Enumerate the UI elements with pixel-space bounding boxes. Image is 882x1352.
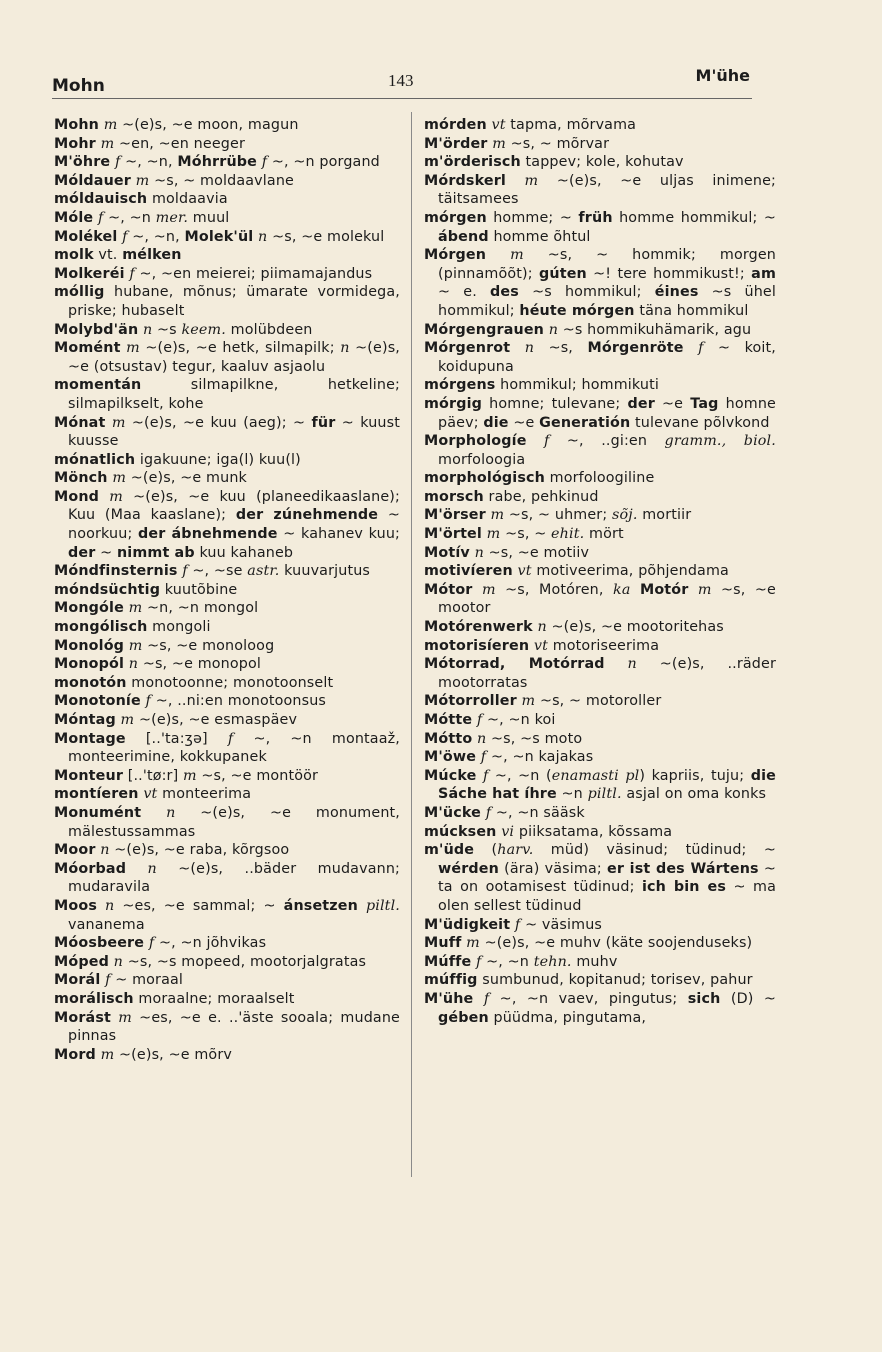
dictionary-entry: Morphologíe f ~, ..gi:en gramm., biol. morfoloogia — [424, 433, 776, 468]
page-number: 143 — [388, 71, 414, 90]
dictionary-entry: Mohr m ~en, ~en neeger — [54, 135, 245, 152]
dictionary-entry: Mótorroller m ~s, ~ motoroller — [424, 693, 662, 710]
dictionary-entry: motivíeren vt motiveerima, põhjendama — [424, 563, 729, 580]
dictionary-entry: Molybd'än n ~s keem. molübdeen — [54, 321, 313, 338]
left-column — [54, 116, 400, 1064]
dictionary-entry: mónatlich igakuune; iga(l) kuu(l) — [54, 451, 301, 468]
dictionary-entry: motorisíeren vt motoriseerima — [424, 637, 660, 654]
dictionary-entry: Monotoníe f ~, ..ni:en monotoonsus — [54, 693, 327, 710]
dictionary-entry: Mórgen m ~s, ~ hommik; morgen (pinnamõõt); gúten ~! tere hommikust!; am ~ e. des ~s hommikul; éines ~s ühel hommikul; héute mórgen täna hommikul — [424, 247, 776, 319]
dictionary-entry: Móosbeere f ~, ~n jõhvikas — [54, 935, 267, 952]
dictionary-entry: Monopól n ~s, ~e monopol — [54, 656, 262, 673]
dictionary-entry: Mótor m ~s, Motóren, ka Motór m ~s, ~e mootor — [424, 581, 776, 617]
header-last-word: M'ühe — [695, 66, 750, 85]
dictionary-entry: M'öwe f ~, ~n kajakas — [424, 749, 594, 766]
dictionary-entry: Motív n ~s, ~e motiiv — [424, 544, 590, 561]
dictionary-entry: Móped n ~s, ~s mopeed, mootorjalgratas — [54, 953, 367, 970]
dictionary-entry: Mórgengrauen n ~s hommikuhämarik, agu — [424, 321, 752, 338]
dictionary-entry: monotón monotoonne; monotoonselt — [54, 674, 334, 691]
dictionary-entry: M'ühe f ~, ~n vaev, pingutus; sich (D) ~ gében püüdma, pingutama, — [424, 990, 776, 1026]
dictionary-entry: Mohn m ~(e)s, ~e moon, magun — [54, 117, 299, 133]
dictionary-entry: molk vt. mélken — [54, 247, 182, 264]
header-first-word: Mohn — [52, 76, 105, 96]
dictionary-entry: Montage [..'ta:ʒə] f ~, ~n montaaž, monteerimine, kokkupanek — [54, 730, 400, 766]
dictionary-entry: Morál f ~ moraal — [54, 972, 184, 989]
dictionary-entry: Móntag m ~(e)s, ~e esmaspäev — [54, 712, 298, 728]
dictionary-entry: Mönch m ~(e)s, ~e munk — [54, 470, 247, 487]
dictionary-entry: Monteur [..'tø:r] m ~s, ~e montöör — [54, 767, 319, 784]
dictionary-entry: Molkeréi f ~, ~en meierei; piimamajandus — [54, 265, 373, 282]
dictionary-entry: Móndfinsternis f ~, ~se astr. kuuvarjutus — [54, 563, 371, 580]
dictionary-entry: Mord m ~(e)s, ~e mõrv — [54, 1046, 232, 1063]
dictionary-entry: Mótorrad, Motórrad n ~(e)s, ..räder mootorratas — [424, 656, 776, 691]
dictionary-entry: M'öhre f ~, ~n, Móhrrübe f ~, ~n porgand — [54, 154, 380, 171]
dictionary-entry: Móle f ~, ~n mer. muul — [54, 209, 230, 226]
dictionary-entry: móllig hubane, mõnus; ümarate vormidega, priske; hubaselt — [54, 284, 400, 319]
dictionary-entry: mongólisch mongoli — [54, 619, 211, 636]
dictionary-entry: Motórenwerk n ~(e)s, ~e mootoritehas — [424, 619, 724, 636]
dictionary-entry: Mónat m ~(e)s, ~e kuu (aeg); ~ für ~ kuust kuusse — [54, 414, 400, 450]
dictionary-entry: Moos n ~es, ~e sammal; ~ ánsetzen piltl. vananema — [54, 897, 400, 933]
dictionary-entry: Múcke f ~, ~n (enamasti pl) kapriis, tuju; die Sáche hat íhre ~n piltl. asjal on oma konks — [424, 767, 776, 803]
dictionary-entry: Mórdskerl m ~(e)s, ~e uljas inimene; täitsamees — [424, 172, 776, 208]
dictionary-entry: mórden vt tapma, mõrvama — [424, 117, 637, 133]
dictionary-entry: momentán silmapilkne, hetkeline; silmapilkselt, kohe — [54, 377, 400, 412]
dictionary-entry: Múffe f ~, ~n tehn. muhv — [424, 953, 618, 970]
dictionary-entry: Morást m ~es, ~e e. ..'äste sooala; mudane pinnas — [54, 1009, 400, 1045]
dictionary-entry: montíeren vt monteerima — [54, 786, 252, 803]
dictionary-entry: mórgen homme; ~ früh homme hommikul; ~ ábend homme õhtul — [424, 209, 776, 245]
dictionary-entry: Mótte f ~, ~n koi — [424, 712, 556, 728]
dictionary-entry: móndsüchtig kuutõbine — [54, 581, 238, 598]
dictionary-entry: M'örser m ~s, ~ uhmer; sõj. mortiir — [424, 507, 692, 524]
dictionary-entry: múffig sumbunud, kopitanud; torisev, pahur — [424, 972, 753, 989]
dictionary-entry: Móldauer m ~s, ~ moldaavlane — [54, 172, 294, 189]
dictionary-entry: Mongóle m ~n, ~n mongol — [54, 600, 259, 617]
dictionary-entry: mórgig homne; tulevane; der ~e Tag homne päev; die ~e Generatión tulevane põlvkond — [424, 395, 776, 431]
dictionary-entry: Móorbad n ~(e)s, ..bäder mudavann; mudaravila — [54, 860, 400, 896]
dictionary-entry: M'örtel m ~s, ~ ehit. mört — [424, 526, 624, 543]
dictionary-entry: múcksen vi piiksatama, kõssama — [424, 823, 673, 840]
dictionary-entry: mórgens hommikul; hommikuti — [424, 377, 659, 394]
dictionary-entry: morálisch moraalne; moraalselt — [54, 990, 295, 1007]
dictionary-entry: Mórgenrot n ~s, Mórgenröte f ~ koit, koidupuna — [424, 340, 777, 375]
dictionary-entry: móldauisch moldaavia — [54, 191, 228, 208]
column-divider — [411, 112, 412, 1177]
dictionary-entry: Muff m ~(e)s, ~e muhv (käte soojenduseks) — [424, 935, 753, 952]
dictionary-entry: morsch rabe, pehkinud — [424, 488, 599, 505]
dictionary-entry: Mótto n ~s, ~s moto — [424, 730, 583, 747]
dictionary-entry: m'üde (harv. müd) väsinud; tüdinud; ~ wérden (ära) väsima; er ist des Wártens ~ ta on ootamisest tüdinud; ich bin es ~ ma olen sellest tüdinud — [424, 842, 776, 914]
dictionary-entry: M'örder m ~s, ~ mõrvar — [424, 135, 610, 152]
dictionary-entry: Molékel f ~, ~n, Molek'ül n ~s, ~e molekul — [54, 228, 385, 245]
right-column — [424, 116, 776, 1027]
dictionary-entry: Moor n ~(e)s, ~e raba, kõrgsoo — [54, 842, 290, 859]
dictionary-entry: Monumént n ~(e)s, ~e monument, mälestussammas — [54, 804, 400, 840]
header-rule — [52, 98, 752, 99]
dictionary-entry: Momént m ~(e)s, ~e hetk, silmapilk; n ~(e)s, ~e (otsustav) tegur, kaaluv asjaolu — [54, 340, 400, 375]
dictionary-entry: Monológ m ~s, ~e monoloog — [54, 637, 275, 654]
dictionary-entry: M'üdigkeit f ~ väsimus — [424, 916, 603, 933]
dictionary-entry: M'ücke f ~, ~n sääsk — [424, 804, 585, 821]
dictionary-entry: m'örderisch tappev; kole, kohutav — [424, 154, 684, 171]
dictionary-entry: morphológisch morfoloogiline — [424, 470, 655, 487]
dictionary-entry: Mond m ~(e)s, ~e kuu (planeedikaaslane); Kuu (Maa kaaslane); der zúnehmende ~ noorkuu; der ábnehmende ~ kahanev kuu; der ~ nimmt ab kuu kahaneb — [54, 488, 400, 561]
